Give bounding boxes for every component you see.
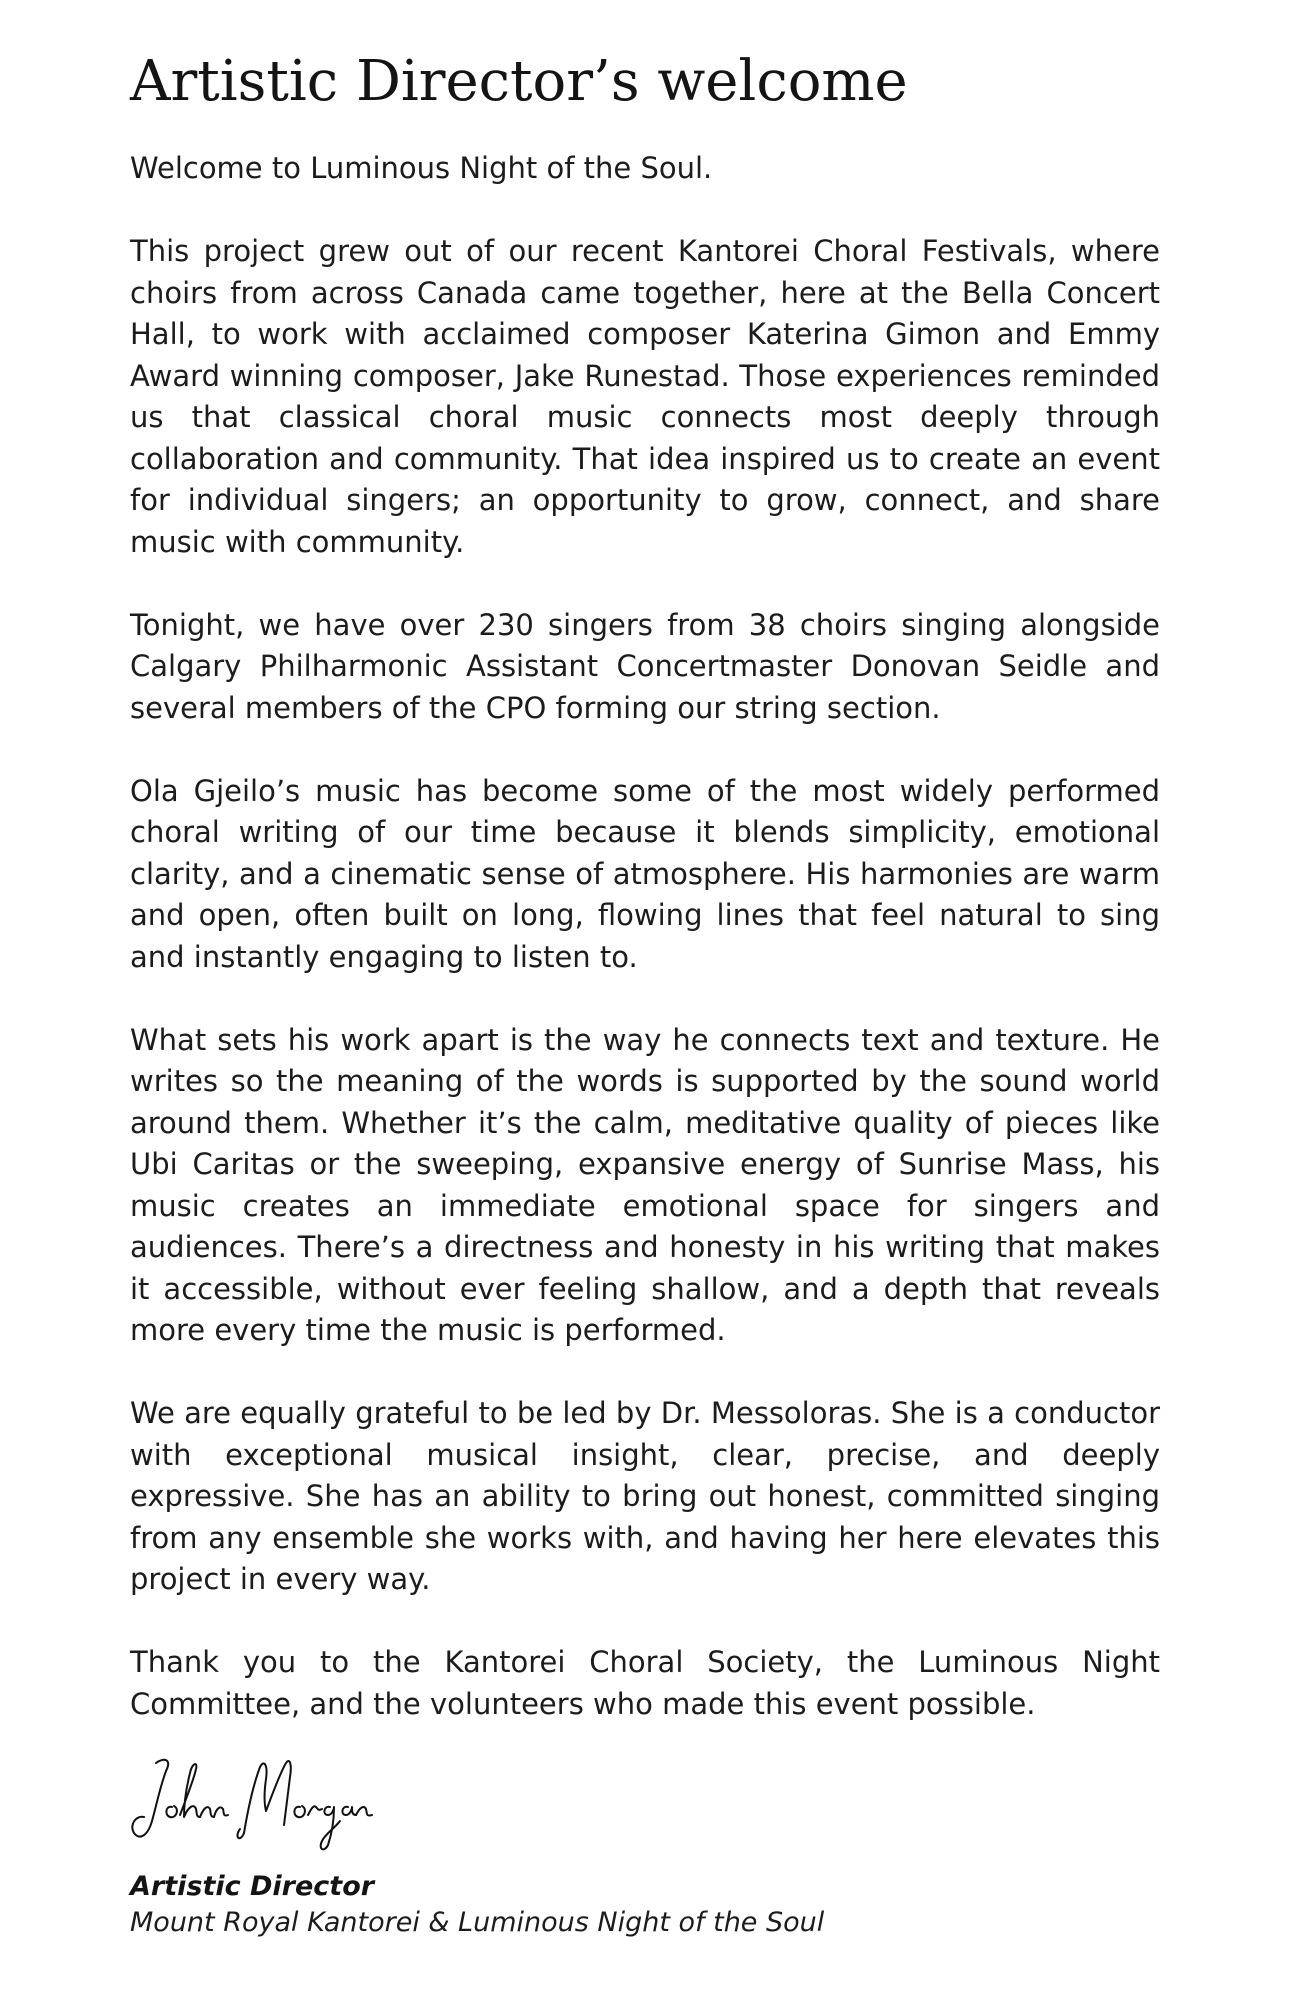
paragraph-welcome: Welcome to Luminous Night of the Soul. [130, 151, 713, 185]
signatory-organization: Mount Royal Kantorei & Luminous Night of the Soul [130, 1907, 825, 1938]
paragraph-gjeilo-music: Ola Gjeilo’s music has become some of the most widely performed choral writing of our time because it blends simplicity, emotional clarity, and a cinematic sense of atmosphere. His harmonies are warm and open, often built on long, flowing lines that feel natural to sing and instantly engaging to listen to. [130, 773, 1160, 974]
signatory-role: Artistic Director [130, 1871, 375, 1902]
paragraph-gjeilo-work: What sets his work apart is the way he connects text and texture. He writes so the meaning of the words is supported by the sound world around them. Whether it’s the calm, meditative quality of pieces like Ubi Caritas or the sweeping, expansive energy of Sunrise Mass, his music creates an immediate emotional space for singers and audiences. There’s a directness and honesty in his writing that makes it accessible, without ever feeling shallow, and a depth that reveals more every time the music is performed. [130, 1022, 1160, 1347]
letter-page [130, 38, 1160, 1941]
paragraph-project-origin: This project grew out of our recent Kantorei Choral Festivals, where choirs from across Canada came together, here at the Bella Concert Hall, to work with acclaimed composer Katerina Gimon and Emmy Award winning composer, Jake Runestad. Those experiences reminded us that classical choral music connects most deeply through collaboration and community. That idea inspired us to create an event for individual singers; an opportunity to grow, connect, and share music with community. [130, 234, 1160, 559]
paragraph-singers: Tonight, we have over 230 singers from 38 choirs singing alongside Calgary Philharmonic Assistant Concertmaster Donovan Seidle and several members of the CPO forming our string section. [130, 607, 1160, 725]
page-title: Artistic Director’s welcome [130, 49, 908, 114]
paragraph-conductor: We are equally grateful to be led by Dr. Messoloras. She is a conductor with exceptional musical insight, clear, precise, and deeply expressive. She has an ability to bring out honest, committed singing from any ensemble she works with, and having her here elevates this project in every way. [130, 1396, 1160, 1596]
paragraph-thanks: Thank you to the Kantorei Choral Society, the Luminous Night Committee, and the volunteers who made this event possible. [130, 1645, 1160, 1721]
handwritten-signature [126, 1749, 416, 1859]
